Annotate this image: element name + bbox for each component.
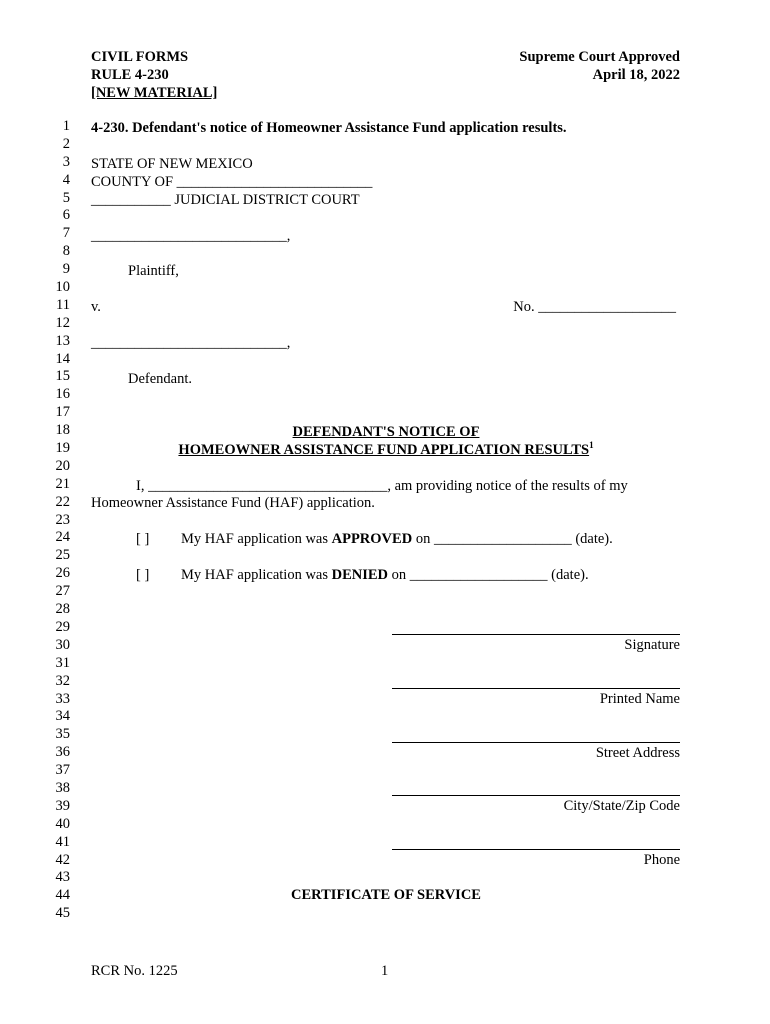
signature-line[interactable] bbox=[392, 634, 680, 635]
denied-post: on ___________________ (date). bbox=[388, 567, 589, 583]
intro-line2: Homeowner Assistance Fund (HAF) application. bbox=[91, 495, 375, 511]
city-state-zip-line[interactable] bbox=[392, 795, 680, 796]
line-number: 8 bbox=[62, 243, 70, 260]
footer-rcr-number: RCR No. 1225 bbox=[91, 963, 178, 979]
line-number: 20 bbox=[55, 457, 70, 474]
line-number: 1 bbox=[62, 118, 70, 134]
header-civil-forms: CIVIL FORMS bbox=[91, 49, 189, 65]
city-state-zip-label: City/State/Zip Code bbox=[563, 798, 680, 814]
line-number: 40 bbox=[55, 815, 70, 832]
header-new-material: [NEW MATERIAL] bbox=[91, 85, 218, 101]
plaintiff-label: Plaintiff, bbox=[128, 263, 179, 279]
denied-keyword: DENIED bbox=[331, 567, 389, 583]
line-number: 31 bbox=[55, 654, 70, 671]
notice-title-line2 bbox=[91, 441, 681, 459]
case-number-blank: No. ___________________ bbox=[513, 299, 676, 315]
signature-label: Signature bbox=[624, 637, 680, 653]
approved-post: on ___________________ (date). bbox=[412, 531, 613, 547]
line-number: 22 bbox=[55, 493, 70, 510]
line-number: 14 bbox=[55, 350, 70, 367]
phone-line[interactable] bbox=[392, 849, 680, 850]
court-line: ___________ JUDICIAL DISTRICT COURT bbox=[91, 192, 360, 208]
line-number: 33 bbox=[55, 690, 70, 707]
line-number: 45 bbox=[55, 905, 70, 922]
street-address-line[interactable] bbox=[392, 742, 680, 743]
line-number: 29 bbox=[55, 618, 70, 635]
line-number: 42 bbox=[55, 851, 70, 868]
footnote-marker: 1 bbox=[589, 440, 594, 450]
printed-name-label: Printed Name bbox=[599, 691, 680, 707]
versus-label: v. bbox=[91, 299, 101, 315]
line-number: 19 bbox=[55, 440, 70, 457]
line-number: 24 bbox=[55, 529, 70, 546]
line-number: 28 bbox=[55, 601, 70, 618]
certificate-of-service-heading: CERTIFICATE OF SERVICE bbox=[291, 887, 481, 903]
footer-page-number: 1 bbox=[381, 963, 389, 979]
line-number: 26 bbox=[55, 565, 70, 582]
state-line: STATE OF NEW MEXICO bbox=[91, 156, 253, 172]
line-number: 5 bbox=[62, 189, 70, 206]
denied-pre: My HAF application was bbox=[181, 567, 332, 583]
printed-name-line[interactable] bbox=[392, 688, 680, 689]
header-approval: Supreme Court Approved bbox=[519, 49, 680, 65]
line-number: 36 bbox=[55, 744, 70, 761]
line-number: 11 bbox=[56, 296, 70, 313]
line-number: 15 bbox=[55, 368, 70, 385]
line-number: 12 bbox=[55, 314, 70, 331]
line-number: 17 bbox=[55, 404, 70, 421]
denied-checkbox[interactable]: [ ] bbox=[136, 567, 150, 583]
line-number: 4 bbox=[62, 171, 70, 188]
defendant-label: Defendant. bbox=[128, 371, 193, 387]
line-number: 7 bbox=[62, 225, 70, 242]
line-number: 44 bbox=[55, 887, 70, 904]
line-number: 16 bbox=[55, 386, 70, 403]
line-number: 34 bbox=[55, 708, 70, 725]
phone-label: Phone bbox=[643, 852, 680, 868]
form-heading: 4-230. Defendant's notice of Homeowner Assistance Fund application results. bbox=[91, 120, 567, 136]
street-address-label: Street Address bbox=[595, 745, 680, 761]
approved-checkbox[interactable]: [ ] bbox=[136, 531, 150, 547]
line-number: 9 bbox=[62, 261, 70, 278]
line-number: 39 bbox=[55, 797, 70, 814]
intro-line1: I, _________________________________, am providing notice of the results of my bbox=[136, 478, 628, 494]
plaintiff-name-blank: ___________________________, bbox=[91, 228, 291, 244]
header-rule-number: RULE 4-230 bbox=[91, 67, 169, 83]
line-number: 27 bbox=[55, 583, 70, 600]
line-number: 43 bbox=[55, 869, 70, 886]
denied-option-text bbox=[181, 566, 589, 584]
approved-keyword: APPROVED bbox=[331, 531, 413, 547]
line-number: 30 bbox=[55, 636, 70, 653]
line-number: 25 bbox=[55, 547, 70, 564]
line-number: 21 bbox=[55, 475, 70, 492]
header-date: April 18, 2022 bbox=[592, 67, 680, 83]
notice-title-line2-text: HOMEOWNER ASSISTANCE FUND APPLICATION RESULTS bbox=[178, 442, 590, 458]
line-number: 6 bbox=[62, 207, 70, 224]
county-line: COUNTY OF ___________________________ bbox=[91, 174, 373, 190]
notice-title-line1: DEFENDANT'S NOTICE OF bbox=[292, 424, 480, 440]
line-number: 10 bbox=[55, 279, 70, 296]
approved-option-text bbox=[181, 530, 613, 548]
line-number: 2 bbox=[62, 135, 70, 152]
line-number: 41 bbox=[55, 833, 70, 850]
line-number: 3 bbox=[62, 153, 70, 170]
line-number: 18 bbox=[55, 422, 70, 439]
defendant-name-blank: ___________________________, bbox=[91, 335, 291, 351]
line-number: 38 bbox=[55, 779, 70, 796]
line-number: 23 bbox=[55, 511, 70, 528]
line-number: 13 bbox=[55, 332, 70, 349]
approved-pre: My HAF application was bbox=[181, 531, 332, 547]
line-numbers-column bbox=[40, 118, 70, 923]
line-number: 35 bbox=[55, 726, 70, 743]
line-number: 37 bbox=[55, 762, 70, 779]
line-number: 32 bbox=[55, 672, 70, 689]
